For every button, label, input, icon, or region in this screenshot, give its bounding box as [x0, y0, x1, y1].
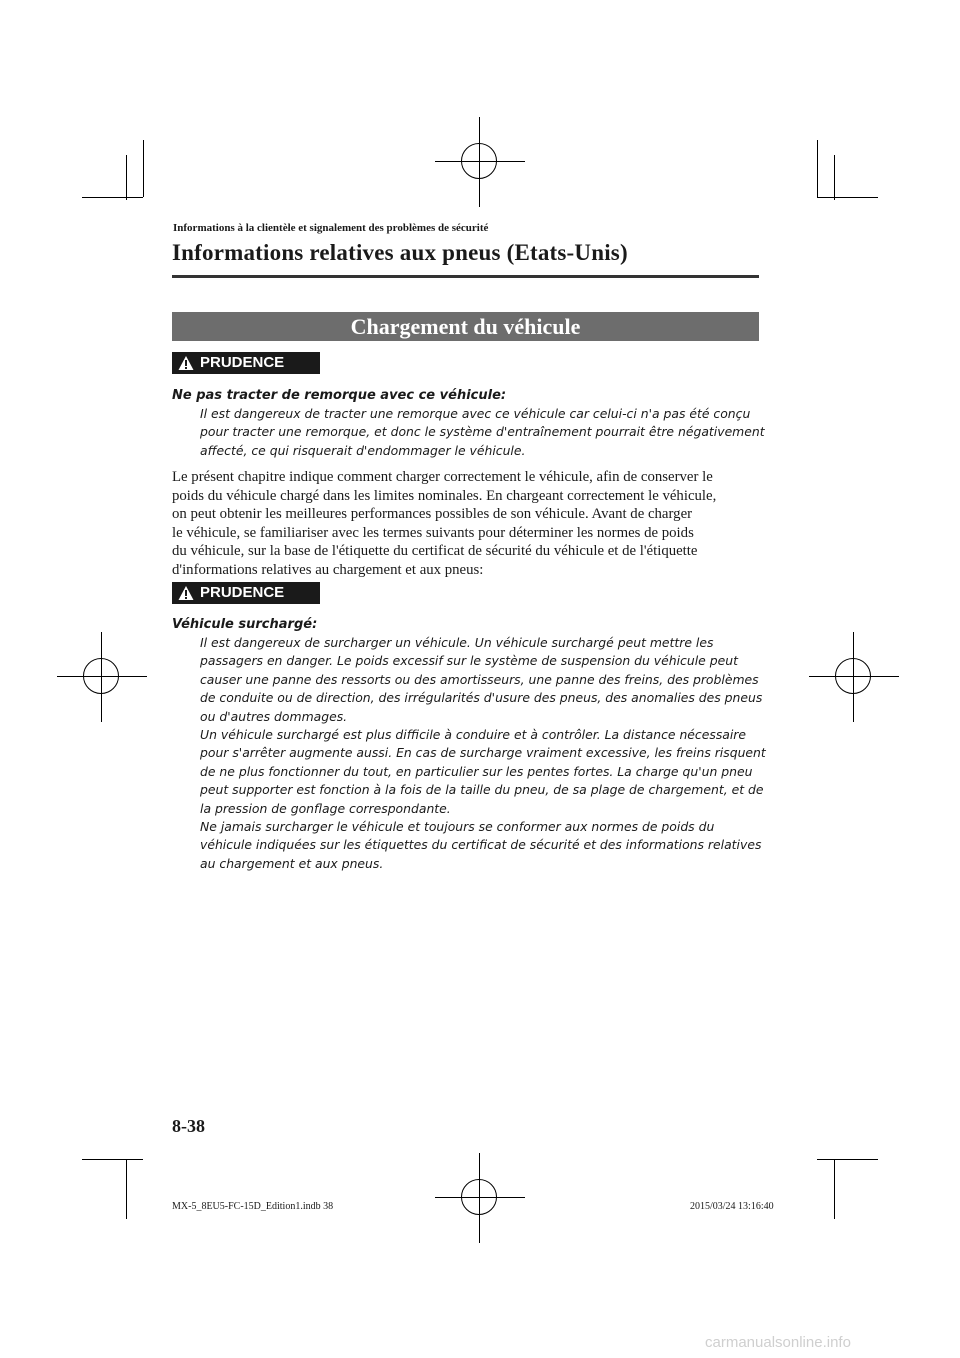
text-line: la pression de gonflage correspondante. [200, 800, 451, 816]
registration-mark [809, 632, 899, 722]
crop-mark [143, 140, 144, 197]
text-line: Ne jamais surcharger le véhicule et toujours se conformer aux normes de poids du [200, 819, 715, 835]
text-line: pour tracter une remorque, et donc le système d'entraînement pourrait être négativement [200, 424, 765, 440]
text-line: Le présent chapitre indique comment charger correctement le véhicule, afin de conserver le [172, 469, 713, 485]
crop-mark [817, 140, 818, 197]
body-paragraph [172, 468, 762, 580]
text-line: véhicule indiquées sur les étiquettes du certificat de sécurité et des informations relatives [200, 837, 762, 853]
text-line: d'informations relatives au chargement et aux pneus: [172, 561, 484, 578]
crop-mark [126, 1159, 127, 1219]
text-line: on peut obtenir les meilleures performances possibles de son véhicule. Avant de charger [172, 506, 693, 523]
text-line: Il est dangereux de tracter une remorque avec ce véhicule car celui-ci n'a pas été conçu [200, 406, 751, 421]
crop-mark [817, 1159, 878, 1160]
crop-mark [834, 1159, 835, 1219]
chapter-header: Informations à la clientèle et signalement des problèmes de sécurité [173, 222, 489, 234]
page-title: Informations relatives aux pneus (Etats-Unis) [172, 240, 628, 265]
print-timestamp: 2015/03/24 13:16:40 [690, 1201, 774, 1212]
text-line: du véhicule, sur la base de l'étiquette du certificat de sécurité du véhicule et de l'étiquette [172, 543, 698, 560]
crop-mark [82, 1159, 143, 1160]
registration-mark [57, 632, 147, 722]
crop-mark [834, 155, 835, 200]
caution-label: PRUDENCE [200, 584, 285, 601]
header-rule [172, 275, 759, 278]
text-line: pour s'arrêter augmente aussi. En cas de surcharge vraiment excessive, les freins risquent [200, 745, 766, 761]
text-line: poids du véhicule chargé dans les limites nominales. En chargeant correctement le véhicule, [172, 487, 717, 504]
text-line: de ne plus fonctionner du tout, en particulier sur les pentes fortes. La charge qu'un pneu [200, 763, 753, 779]
registration-mark [435, 1153, 525, 1243]
crop-mark [817, 197, 878, 198]
crop-mark [82, 197, 143, 198]
text-line: affecté, ce qui risquerait d'endommager le véhicule. [200, 442, 526, 458]
text-line: causer une panne des ressorts ou des amortisseurs, une panne des freins, des problèmes [200, 671, 759, 687]
warning-title: Ne pas tracter de remorque avec ce véhicule: [172, 388, 507, 403]
text-line: de conduite ou de direction, des irrégularités d'usure des pneus, des anomalies des pneus [200, 690, 763, 706]
page-number: 8-38 [172, 1116, 205, 1136]
warning-triangle-icon [178, 585, 194, 601]
crop-mark [126, 155, 127, 200]
warning-title: Véhicule surchargé: [172, 617, 318, 632]
warning-text [200, 634, 770, 873]
caution-badge [172, 582, 320, 604]
caution-label: PRUDENCE [200, 354, 285, 371]
text-line: passagers en danger. Le poids excessif sur le système de suspension du véhicule peut [200, 653, 738, 669]
warning-triangle-icon [178, 355, 194, 371]
registration-mark [435, 117, 525, 207]
print-file-info: MX-5_8EU5-FC-15D_Edition1.indb 38 [172, 1201, 334, 1212]
watermark: carmanualsonline.info [705, 1334, 851, 1351]
text-line: Il est dangereux de surcharger un véhicule. Un véhicule surchargé peut mettre les [200, 635, 714, 650]
warning-text [200, 405, 770, 460]
text-line: ou d'autres dommages. [200, 708, 348, 724]
section-heading: Chargement du véhicule [172, 312, 759, 341]
text-line: peut supporter est fonction à la fois de la taille du pneu, de sa plage de chargement, et de [200, 782, 764, 798]
text-line: Un véhicule surchargé est plus difficile à conduire et à contrôler. La distance nécessaire [200, 727, 747, 743]
text-line: au chargement et aux pneus. [200, 855, 384, 871]
caution-badge [172, 352, 320, 374]
text-line: le véhicule, se familiariser avec les termes suivants pour déterminer les normes de poids [172, 524, 694, 541]
